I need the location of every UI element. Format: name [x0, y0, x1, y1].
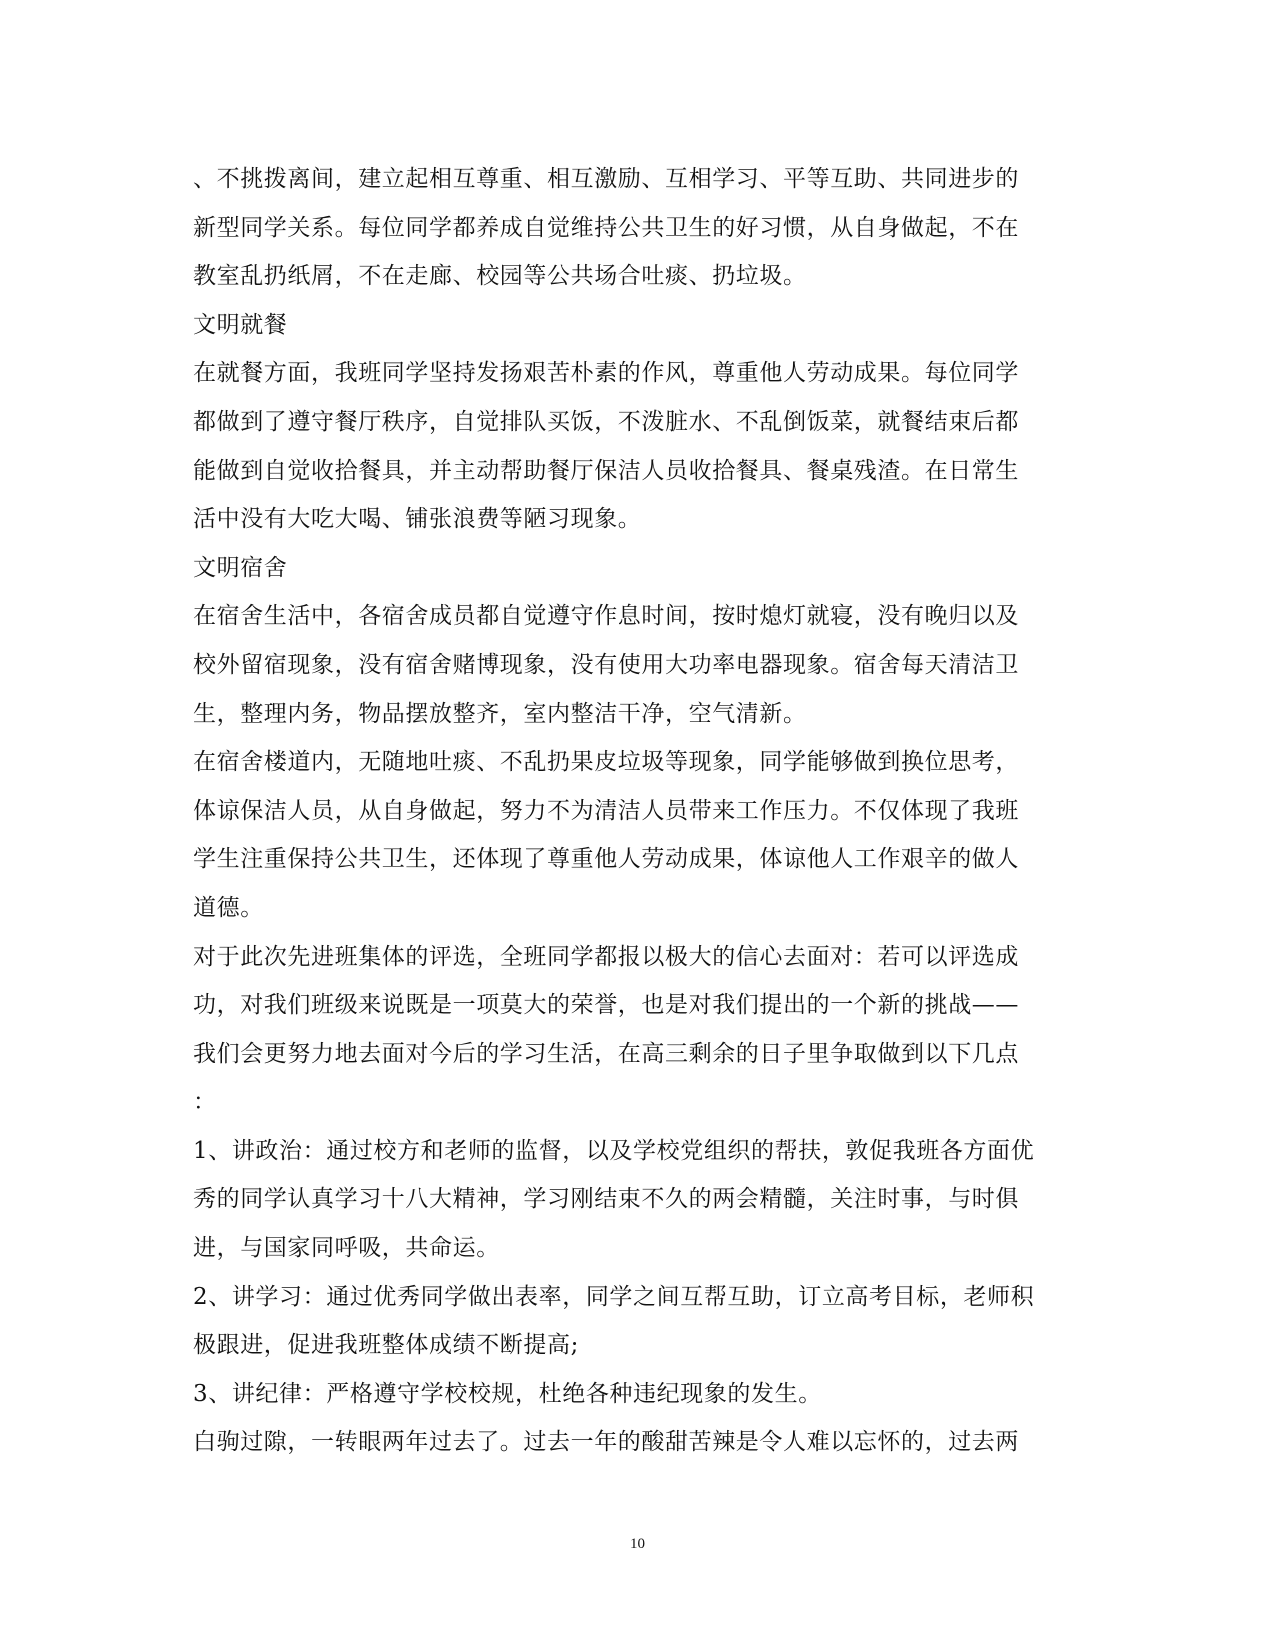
text-line: 极跟进，促进我班整体成绩不断提高;	[193, 1332, 579, 1359]
text-line: 进，与国家同呼吸，共命运。	[193, 1235, 500, 1262]
text-line: 在就餐方面，我班同学坚持发扬艰苦朴素的作风，尊重他人劳动成果。每位同学	[193, 360, 1019, 387]
section-heading: 文明就餐	[193, 311, 288, 338]
document-body	[193, 155, 1083, 1467]
text-line: 学生注重保持公共卫生，还体现了尊重他人劳动成果，体谅他人工作艰辛的做人	[193, 846, 1019, 873]
text-line: 、不挑拨离间，建立起相互尊重、相互激励、互相学习、平等互助、共同进步的	[193, 166, 1019, 192]
list-item: 1、讲政治：通过校方和老师的监督，以及学校党组织的帮扶，敦促我班各方面优	[193, 1137, 1035, 1164]
text-line: 能做到自觉收拾餐具，并主动帮助餐厅保洁人员收拾餐具、餐桌残渣。在日常生	[193, 457, 1019, 484]
text-line: 校外留宿现象，没有宿舍赌博现象，没有使用大功率电器现象。宿舍每天清洁卫	[193, 651, 1019, 678]
text-line: 活中没有大吃大喝、铺张浪费等陋习现象。	[193, 506, 642, 533]
list-item: 2、讲学习：通过优秀同学做出表率，同学之间互帮互助，订立高考目标，老师积	[193, 1283, 1035, 1310]
text-line: 体谅保洁人员，从自身做起，努力不为清洁人员带来工作压力。不仅体现了我班	[193, 797, 1019, 824]
text-line: 功，对我们班级来说既是一项莫大的荣誉，也是对我们提出的一个新的挑战——	[193, 992, 1019, 1019]
text-line: 对于此次先进班集体的评选，全班同学都报以极大的信心去面对：若可以评选成	[193, 943, 1019, 970]
text-line: 教室乱扔纸屑，不在走廊、校园等公共场合吐痰、扔垃圾。	[193, 263, 807, 290]
text-line: 生，整理内务，物品摆放整齐，室内整洁干净，空气清新。	[193, 700, 807, 727]
text-line: ：	[193, 1089, 217, 1116]
text-line: 在宿舍生活中，各宿舍成员都自觉遵守作息时间，按时熄灯就寝，没有晚归以及	[193, 603, 1019, 630]
text-line: 秀的同学认真学习十八大精神，学习刚结束不久的两会精髓，关注时事，与时俱	[193, 1186, 1019, 1213]
section-heading: 文明宿舍	[193, 554, 288, 581]
text-line: 白驹过隙，一转眼两年过去了。过去一年的酸甜苦辣是令人难以忘怀的，过去两	[193, 1429, 1019, 1456]
text-line: 新型同学关系。每位同学都养成自觉维持公共卫生的好习惯，从自身做起，不在	[193, 214, 1019, 241]
list-item: 3、讲纪律：严格遵守学校校规，杜绝各种违纪现象的发生。	[193, 1380, 822, 1407]
text-line: 都做到了遵守餐厅秩序，自觉排队买饭，不泼脏水、不乱倒饭菜，就餐结束后都	[193, 408, 1019, 435]
page-number: 10	[630, 1536, 645, 1552]
text-line: 我们会更努力地去面对今后的学习生活，在高三剩余的日子里争取做到以下几点	[193, 1040, 1019, 1067]
text-line: 道德。	[193, 894, 264, 921]
text-line: 在宿舍楼道内，无随地吐痰、不乱扔果皮垃圾等现象，同学能够做到换位思考，	[193, 749, 1019, 776]
